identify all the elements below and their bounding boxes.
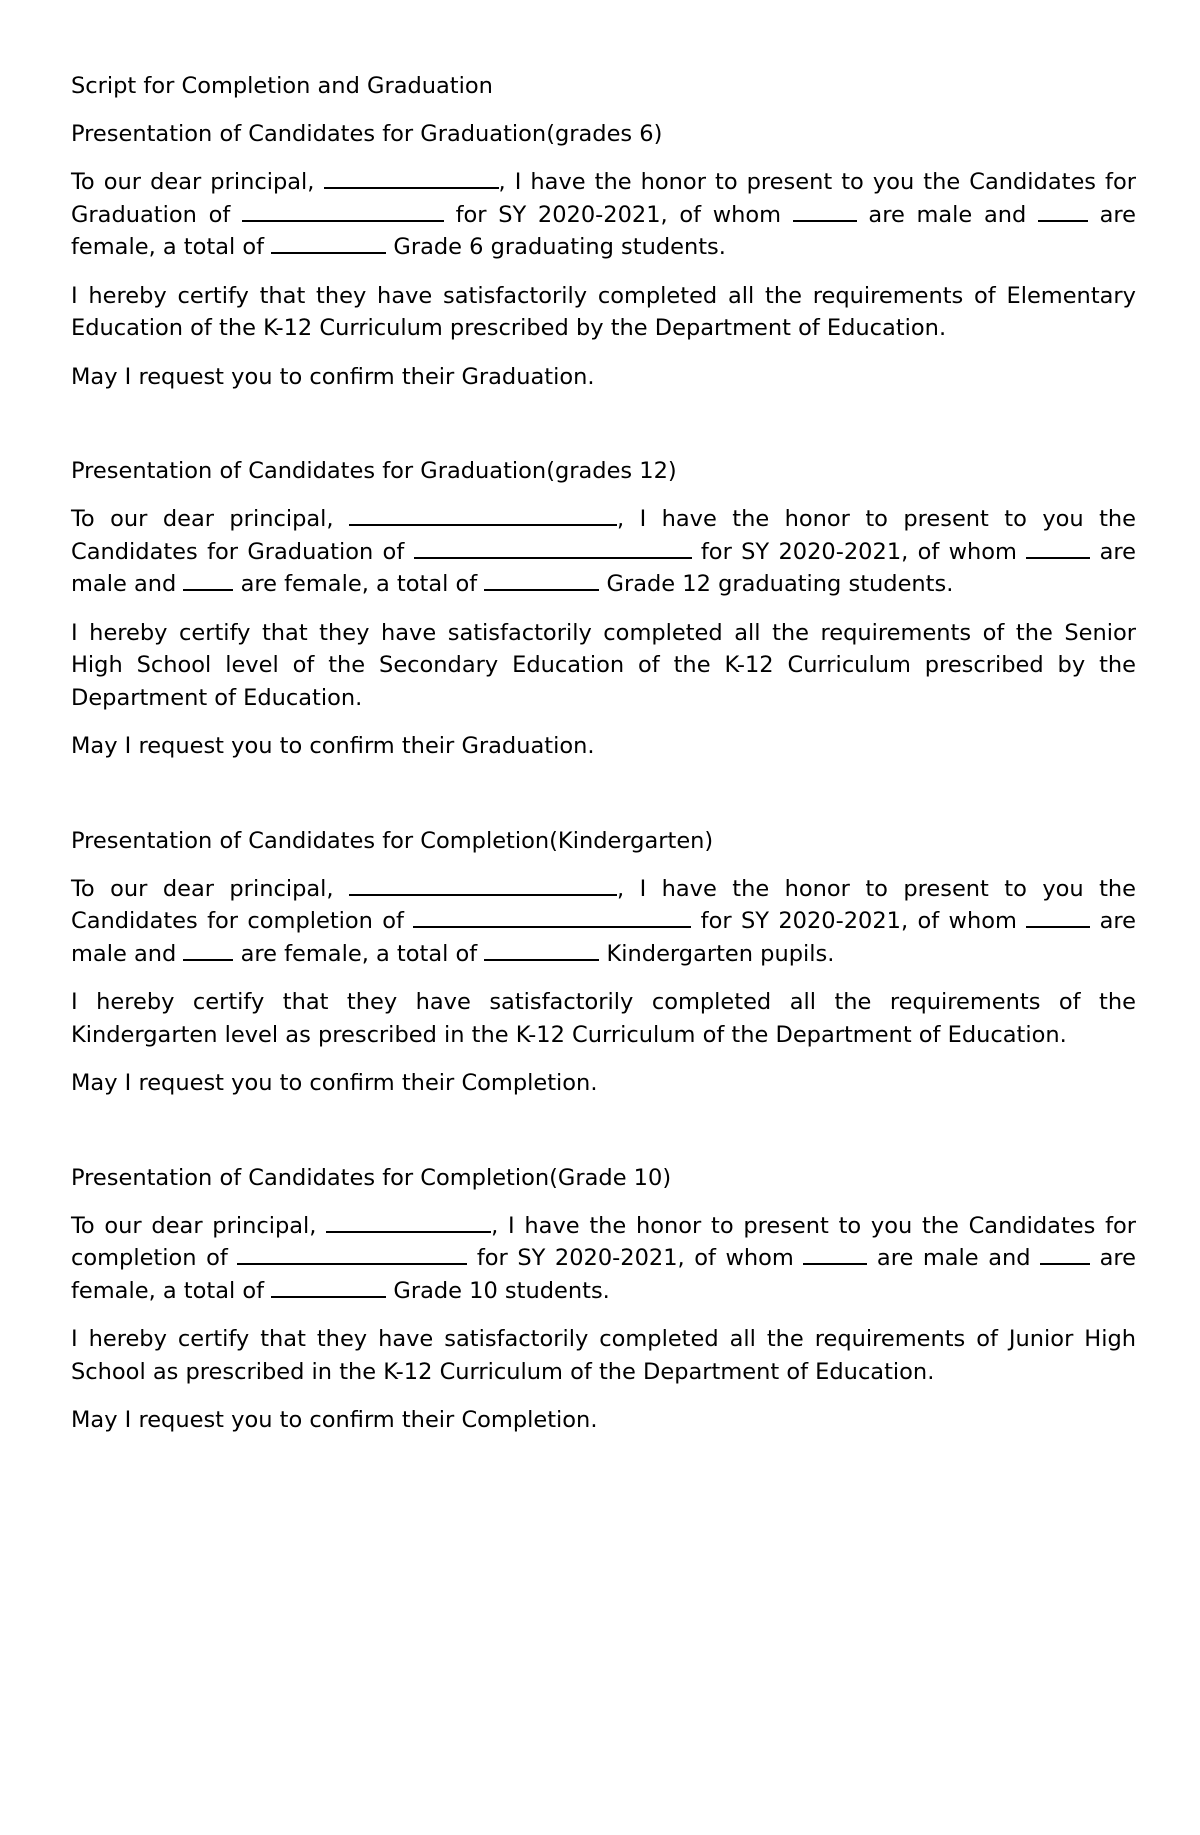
text-run: Grade 12 graduating students. bbox=[599, 571, 954, 597]
text-run: for SY 2020-2021, of whom bbox=[467, 1245, 804, 1271]
text-run: , I have the honor to present to you the Candidates for Graduation of bbox=[71, 506, 1137, 565]
presentation-paragraph bbox=[71, 873, 1136, 971]
text-run: are male and bbox=[856, 201, 1038, 228]
text-run: To our dear principal, bbox=[71, 169, 324, 195]
text-run: are male and bbox=[71, 538, 1136, 597]
text-run: Grade 6 graduating students. bbox=[386, 234, 726, 260]
text-run: are female, a total of bbox=[233, 940, 485, 967]
principal-name-blank bbox=[324, 186, 499, 189]
text-run: are female, a total of bbox=[71, 1245, 1137, 1304]
total-count-blank bbox=[484, 958, 599, 961]
certification-paragraph: I hereby certify that they have satisfactorily completed all the requirements of Elementary Education of the K-12 Curriculum prescribed by the Department of Education. bbox=[71, 282, 1136, 341]
text-run: Grade 10 students. bbox=[386, 1277, 610, 1304]
presentation-paragraph bbox=[71, 166, 1136, 264]
text-run: , I have the honor to present to you the Candidates for Graduation of bbox=[71, 169, 1136, 228]
section-heading: Presentation of Candidates for Graduation(grades 6) bbox=[71, 121, 663, 147]
text-run: To our dear principal, bbox=[71, 1212, 327, 1239]
text-run: To our dear principal, bbox=[71, 875, 349, 902]
presentation-paragraph bbox=[71, 1210, 1136, 1308]
request-paragraph: May I request you to confirm their Graduation. bbox=[71, 363, 595, 390]
section-heading: Presentation of Candidates for Graduation(grades 12) bbox=[71, 458, 677, 484]
section-heading: Presentation of Candidates for Completion(Kindergarten) bbox=[71, 827, 714, 854]
male-count-blank bbox=[1026, 925, 1090, 928]
principal-name-blank bbox=[349, 523, 617, 526]
text-run: are male and bbox=[71, 908, 1136, 967]
text-run: , I have the honor to present to you the Candidates for completion of bbox=[71, 1212, 1137, 1271]
text-run: for SY 2020-2021, of whom bbox=[443, 201, 793, 228]
certification-paragraph: I hereby certify that they have satisfactorily completed all the requirements of the Senior High School level of the Secondary Education of the K-12 Curriculum prescribed by the Department of Education. bbox=[71, 619, 1136, 711]
text-run: Kindergarten pupils. bbox=[599, 940, 835, 967]
principal-name-blank bbox=[349, 893, 617, 896]
principal-name-blank bbox=[326, 1230, 491, 1233]
section-heading: Presentation of Candidates for Completion(Grade 10) bbox=[71, 1164, 672, 1191]
text-run: are female, a total of bbox=[233, 571, 485, 597]
male-count-blank bbox=[1026, 556, 1090, 559]
text-run: for SY 2020-2021, of whom bbox=[691, 538, 1027, 565]
section-grade-10 bbox=[71, 1162, 1136, 1437]
total-count-blank bbox=[484, 588, 599, 591]
request-paragraph: May I request you to confirm their Completion. bbox=[71, 1407, 598, 1433]
request-paragraph: May I request you to confirm their Completion. bbox=[71, 1070, 598, 1096]
text-run: are female, a total of bbox=[71, 201, 1137, 260]
certification-paragraph: I hereby certify that they have satisfactorily completed all the requirements of the Kindergarten level as prescribed in the K-12 Curriculum of the Department of Education. bbox=[71, 989, 1136, 1048]
section-kindergarten bbox=[71, 825, 1136, 1100]
presentation-paragraph bbox=[71, 503, 1136, 601]
school-name-blank bbox=[237, 1262, 467, 1265]
text-run: , I have the honor to present to you the Candidates for completion of bbox=[71, 875, 1137, 934]
text-run: To our dear principal, bbox=[71, 506, 349, 532]
female-count-blank bbox=[1040, 1262, 1090, 1265]
school-name-blank bbox=[414, 556, 692, 559]
section-grade-6 bbox=[71, 118, 1136, 393]
school-name-blank bbox=[413, 925, 691, 928]
school-name-blank bbox=[242, 219, 444, 222]
text-run: are male and bbox=[867, 1245, 1041, 1271]
section-grade-12 bbox=[71, 455, 1136, 763]
request-paragraph: May I request you to confirm their Graduation. bbox=[71, 733, 595, 759]
text-run: for SY 2020-2021, of whom bbox=[691, 908, 1027, 934]
female-count-blank bbox=[183, 958, 233, 961]
female-count-blank bbox=[1038, 219, 1088, 222]
female-count-blank bbox=[183, 588, 233, 591]
male-count-blank bbox=[793, 219, 857, 222]
total-count-blank bbox=[271, 1295, 386, 1298]
certification-paragraph: I hereby certify that they have satisfactorily completed all the requirements of Junior High School as prescribed in the K-12 Curriculum of the Department of Education. bbox=[71, 1326, 1136, 1385]
male-count-blank bbox=[803, 1262, 867, 1265]
total-count-blank bbox=[271, 251, 386, 254]
document-title: Script for Completion and Graduation bbox=[71, 73, 493, 99]
